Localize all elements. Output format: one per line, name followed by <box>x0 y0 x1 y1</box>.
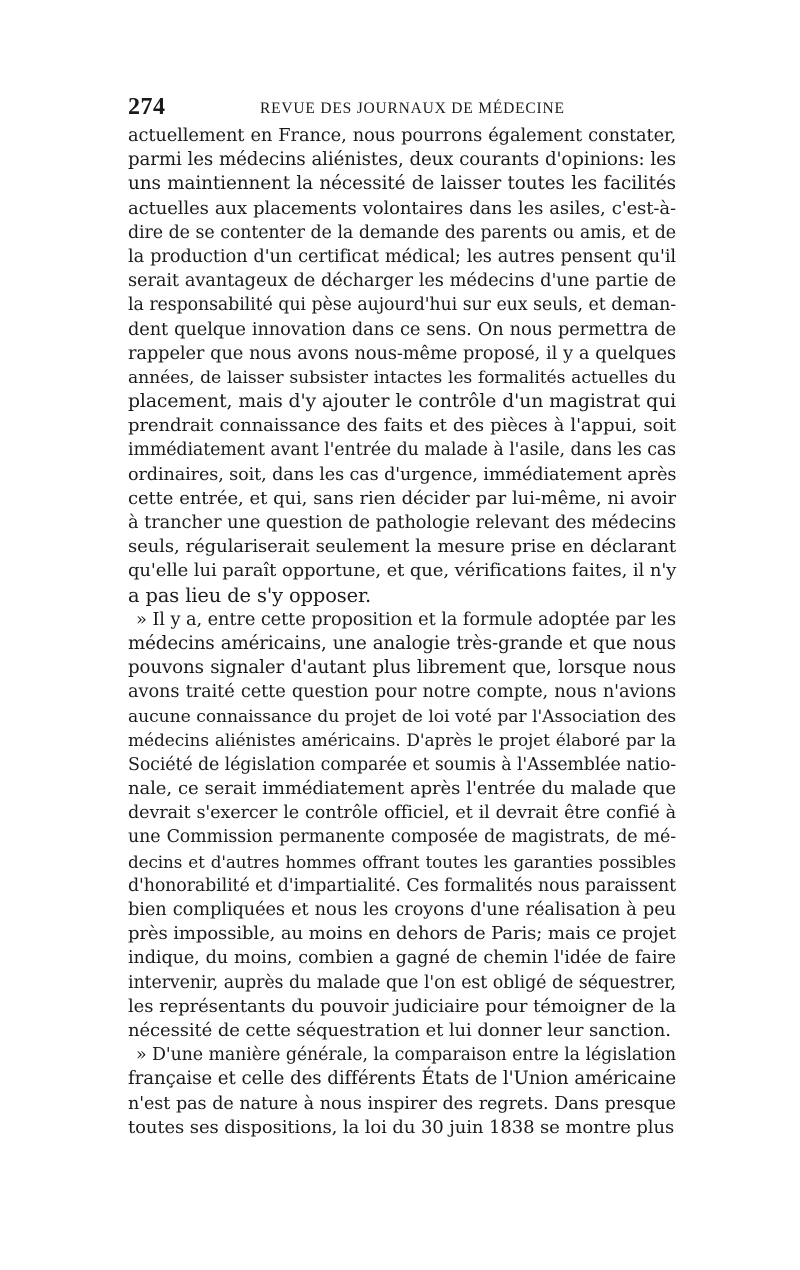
text-line: n'est pas de nature à nous inspirer des regrets. Dans presque <box>128 1093 676 1114</box>
text-line: actuellement en France, nous pourrons également constater, <box>128 125 676 146</box>
text-line: indique, du moins, combien a gagné de chemin l'idée de faire <box>128 948 676 969</box>
text-line: seuls, régulariserait seulement la mesure prise en déclarant <box>128 536 676 558</box>
text-line: près impossible, au moins en dehors de Paris; mais ce projet <box>128 923 676 945</box>
text-line: une Commission permanente composée de magistrats, de mé- <box>128 827 676 848</box>
text-line: ordinaires, soit, dans les cas d'urgence, immédiatement après <box>128 464 677 485</box>
text-line: uns maintiennent la nécessité de laisser toutes les facilités <box>128 173 676 195</box>
paragraph <box>128 1043 676 1140</box>
text-line: a pas lieu de s'y opposer. <box>128 583 372 607</box>
text-line: années, de laisser subsister intactes les formalités actuelles du <box>128 367 676 388</box>
text-line: française et celle des différents États de l'Union américaine <box>128 1068 676 1090</box>
text-line: immédiatement avant l'entrée du malade à l'asile, dans les cas <box>128 440 676 461</box>
paragraph <box>128 608 676 1043</box>
text-line: parmi les médecins aliénistes, deux courants d'opinions: les <box>128 149 676 171</box>
text-line: nale, ce serait immédiatement après l'entrée du malade que <box>128 778 676 800</box>
text-line: médecins américains, une analogie très-grande et que nous <box>128 632 676 654</box>
running-title: REVUE DES JOURNAUX DE MÉDECINE <box>260 100 565 117</box>
text-line: avons traité cette question pour notre compte, nous n'avions <box>128 681 676 703</box>
text-line: la production d'un certificat médical; les autres pensent qu'il <box>128 245 676 267</box>
body-text <box>128 124 676 1140</box>
text-line: qu'elle lui paraît opportune, et que, vérifications faites, il n'y <box>128 560 677 582</box>
text-line: rappeler que nous avons nous-même proposé, il y a quelques <box>128 342 676 364</box>
text-line: decins et d'autres hommes offrant toutes les garanties possibles <box>128 851 676 872</box>
text-line: actuelles aux placements volontaires dans les asiles, c'est-à- <box>128 197 676 219</box>
text-line: intervenir, auprès du malade que l'on est obligé de séquestrer, <box>128 972 676 993</box>
text-line: nécessité de cette séquestration et lui donner leur sanction. <box>128 1019 671 1041</box>
text-line: prendrait connaissance des faits et des pièces à l'appui, soit <box>128 415 676 437</box>
text-line: aucune connaissance du projet de loi voté par l'Association des <box>128 706 676 727</box>
text-line: placement, mais d'y ajouter le contrôle d'un magistrat qui <box>128 391 676 413</box>
text-line: médecins aliénistes américains. D'après le projet élaboré par la <box>128 730 676 751</box>
text-line: » Il y a, entre cette proposition et la formule adoptée par les <box>136 608 676 630</box>
text-line: la responsabilité qui pèse aujourd'hui sur eux seuls, et deman- <box>128 295 676 316</box>
text-line: devrait s'exercer le contrôle officiel, et il devrait être confié à <box>128 803 676 824</box>
text-line: toutes ses dispositions, la loi du 30 juin 1838 se montre plus <box>128 1116 675 1138</box>
text-line: dent quelque innovation dans ce sens. On nous permettra de <box>128 318 676 340</box>
text-line: Société de législation comparée et soumis à l'Assemblée natio- <box>128 754 676 775</box>
page-number: 274 <box>128 94 166 120</box>
page-header <box>128 94 676 124</box>
text-line: cette entrée, et qui, sans rien décider par lui-même, ni avoir <box>128 487 676 509</box>
text-line: » D'une manière générale, la comparaison entre la législation <box>136 1045 676 1066</box>
text-line: bien compliquées et nous les croyons d'une réalisation à peu <box>128 899 676 920</box>
paragraph <box>128 124 676 608</box>
text-line: les représentants du pouvoir judiciaire pour témoigner de la <box>128 995 676 1017</box>
text-line: serait avantageux de décharger les médecins d'une partie de <box>128 270 676 292</box>
text-line: pouvons signaler d'autant plus librement que, lorsque nous <box>128 657 676 679</box>
text-line: à trancher une question de pathologie relevant des médecins <box>128 512 676 533</box>
text-line: dire de se contenter de la demande des parents ou amis, et de <box>128 222 676 243</box>
text-line: d'honorabilité et d'impartialité. Ces formalités nous paraissent <box>128 875 676 896</box>
